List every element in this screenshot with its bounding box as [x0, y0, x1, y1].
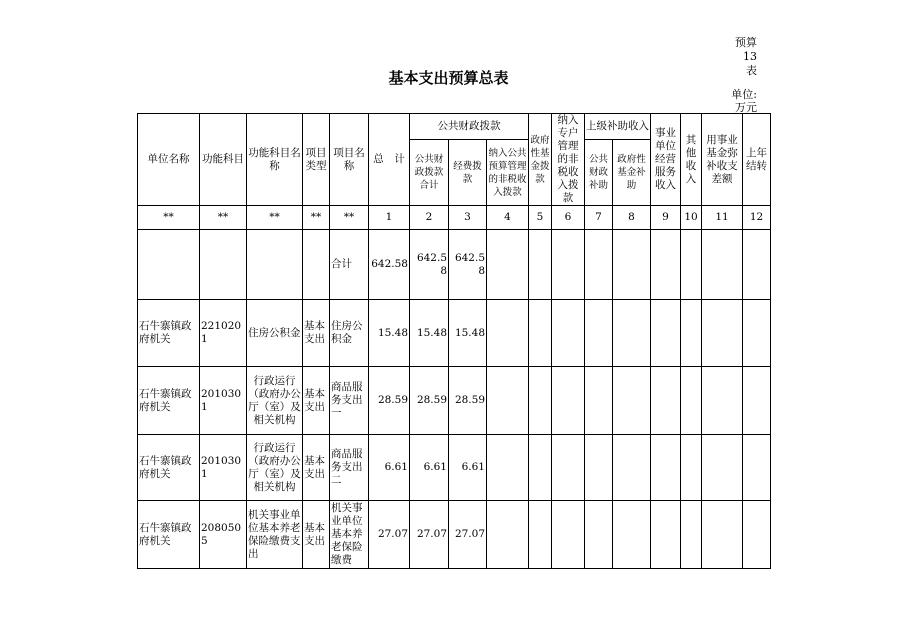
table-number-text: 预算13表 [735, 36, 757, 77]
cell-unit: 石牛寨镇政府机关 [138, 300, 200, 367]
header-public-finance: 公共财政拨款 [410, 114, 529, 140]
index-cell: 4 [487, 206, 529, 230]
cell-empty [552, 435, 585, 501]
budget-table [137, 113, 771, 569]
cell-fee: 15.48 [449, 300, 487, 367]
index-cell: 10 [681, 206, 702, 230]
unit-label [723, 88, 757, 114]
header-business-fund-offset: 用事业基金弥补收支差额 [702, 114, 743, 206]
index-cell: 8 [613, 206, 651, 230]
cell-empty [529, 435, 552, 501]
cell-empty [552, 300, 585, 367]
cell-name: 住房公积金 [330, 300, 369, 367]
cell-empty [651, 501, 681, 569]
cell-code: 2010301 [200, 435, 247, 501]
cell-total: 15.48 [369, 300, 410, 367]
header-total: 总 计 [369, 114, 410, 206]
cell-empty [651, 300, 681, 367]
header-fee-allocation: 经费拨款 [449, 140, 487, 206]
header-item-type: 项目类型 [303, 114, 330, 206]
cell-pf-total: 6.61 [410, 435, 449, 501]
cell-empty [702, 367, 743, 435]
cell-empty [613, 300, 651, 367]
unit-text: 单位:万元 [731, 88, 757, 114]
cell-empty [585, 435, 613, 501]
header-public-finance-total: 公共财政拨款合计 [410, 140, 449, 206]
cell-unit: 石牛寨镇政府机关 [138, 435, 200, 501]
cell-code: 2080505 [200, 501, 247, 569]
cell-type: 基本支出 [303, 501, 330, 569]
cell-pf-total: 28.59 [410, 367, 449, 435]
index-cell: ** [138, 206, 200, 230]
header-func-code: 功能科目 [200, 114, 247, 206]
cell-empty [681, 435, 702, 501]
cell-empty [702, 300, 743, 367]
header-gov-fund: 政府性基金拨款 [529, 114, 552, 206]
index-cell: ** [200, 206, 247, 230]
cell-func: 机关事业单位基本养老保险缴费支出 [247, 501, 303, 569]
cell-func: 行政运行（政府办公厅（室）及相关机构 [247, 367, 303, 435]
cell-empty [743, 501, 771, 569]
cell-func [247, 230, 303, 300]
cell-fee: 28.59 [449, 367, 487, 435]
cell-empty [681, 230, 702, 300]
header-unit-name: 单位名称 [138, 114, 200, 206]
page-title: 基本支出预算总表 [388, 69, 509, 87]
index-cell: ** [247, 206, 303, 230]
header-item-name: 项目名称 [330, 114, 369, 206]
cell-empty [487, 230, 529, 300]
index-cell: ** [303, 206, 330, 230]
cell-type [303, 230, 330, 300]
index-cell: ** [330, 206, 369, 230]
cell-empty [702, 230, 743, 300]
cell-fee: 642.58 [449, 230, 487, 300]
cell-empty [681, 501, 702, 569]
table-row [138, 435, 771, 501]
cell-empty [681, 300, 702, 367]
cell-empty [585, 230, 613, 300]
cell-code: 2010301 [200, 367, 247, 435]
cell-empty [702, 501, 743, 569]
cell-pf-total: 27.07 [410, 501, 449, 569]
cell-total: 27.07 [369, 501, 410, 569]
cell-empty [743, 367, 771, 435]
cell-pf-total: 642.58 [410, 230, 449, 300]
header-business-income: 事业单位经营服务收入 [651, 114, 681, 206]
header-non-tax-in-budget: 纳入公共预算管理的非税收入拨款 [487, 140, 529, 206]
cell-empty [487, 300, 529, 367]
cell-empty [613, 435, 651, 501]
header-superior-subsidy: 上级补助收入 [585, 114, 651, 140]
index-cell: 2 [410, 206, 449, 230]
cell-code: 2210201 [200, 300, 247, 367]
index-cell: 5 [529, 206, 552, 230]
cell-empty [681, 367, 702, 435]
cell-name: 商品服务支出一 [330, 367, 369, 435]
index-cell: 3 [449, 206, 487, 230]
cell-total: 28.59 [369, 367, 410, 435]
cell-empty [743, 300, 771, 367]
table-row [138, 367, 771, 435]
cell-total: 6.61 [369, 435, 410, 501]
header-public-finance-subsidy: 公共财政补助 [585, 140, 613, 206]
index-cell: 7 [585, 206, 613, 230]
cell-empty [487, 367, 529, 435]
cell-fee: 27.07 [449, 501, 487, 569]
cell-empty [585, 300, 613, 367]
index-cell: 1 [369, 206, 410, 230]
cell-empty [529, 300, 552, 367]
index-cell: 12 [743, 206, 771, 230]
cell-empty [651, 435, 681, 501]
header-row-1 [138, 114, 771, 140]
cell-code [200, 230, 247, 300]
cell-unit: 石牛寨镇政府机关 [138, 501, 200, 569]
cell-total: 642.58 [369, 230, 410, 300]
cell-empty [552, 367, 585, 435]
cell-fee: 6.61 [449, 435, 487, 501]
cell-empty [613, 230, 651, 300]
cell-empty [702, 435, 743, 501]
header-other-income: 其他收入 [681, 114, 702, 206]
cell-empty [585, 367, 613, 435]
cell-empty [651, 230, 681, 300]
table-row [138, 300, 771, 367]
table-row [138, 501, 771, 569]
cell-name: 合计 [330, 230, 369, 300]
cell-name: 机关事业单位基本养老保险缴费 [330, 501, 369, 569]
cell-name: 商品服务支出二 [330, 435, 369, 501]
cell-type: 基本支出 [303, 300, 330, 367]
cell-empty [487, 435, 529, 501]
index-cell: 9 [651, 206, 681, 230]
cell-type: 基本支出 [303, 367, 330, 435]
cell-empty [743, 230, 771, 300]
header-prior-year-carryover: 上年结转 [743, 114, 771, 206]
header-non-tax-special: 纳入专户管理的非税收入拨款 [552, 114, 585, 206]
cell-empty [529, 501, 552, 569]
cell-empty [552, 501, 585, 569]
cell-empty [552, 230, 585, 300]
cell-empty [529, 367, 552, 435]
cell-empty [613, 501, 651, 569]
table-row-total [138, 230, 771, 300]
index-cell: 6 [552, 206, 585, 230]
cell-pf-total: 15.48 [410, 300, 449, 367]
cell-empty [529, 230, 552, 300]
cell-empty [743, 435, 771, 501]
cell-func: 行政运行（政府办公厅（室）及相关机构 [247, 435, 303, 501]
cell-empty [585, 501, 613, 569]
cell-empty [487, 501, 529, 569]
cell-empty [651, 367, 681, 435]
header-func-name: 功能科目名称 [247, 114, 303, 206]
cell-empty [613, 367, 651, 435]
index-row [138, 206, 771, 230]
cell-unit: 石牛寨镇政府机关 [138, 367, 200, 435]
cell-func: 住房公积金 [247, 300, 303, 367]
cell-type: 基本支出 [303, 435, 330, 501]
index-cell: 11 [702, 206, 743, 230]
cell-unit [138, 230, 200, 300]
header-gov-fund-subsidy: 政府性基金补助 [613, 140, 651, 206]
